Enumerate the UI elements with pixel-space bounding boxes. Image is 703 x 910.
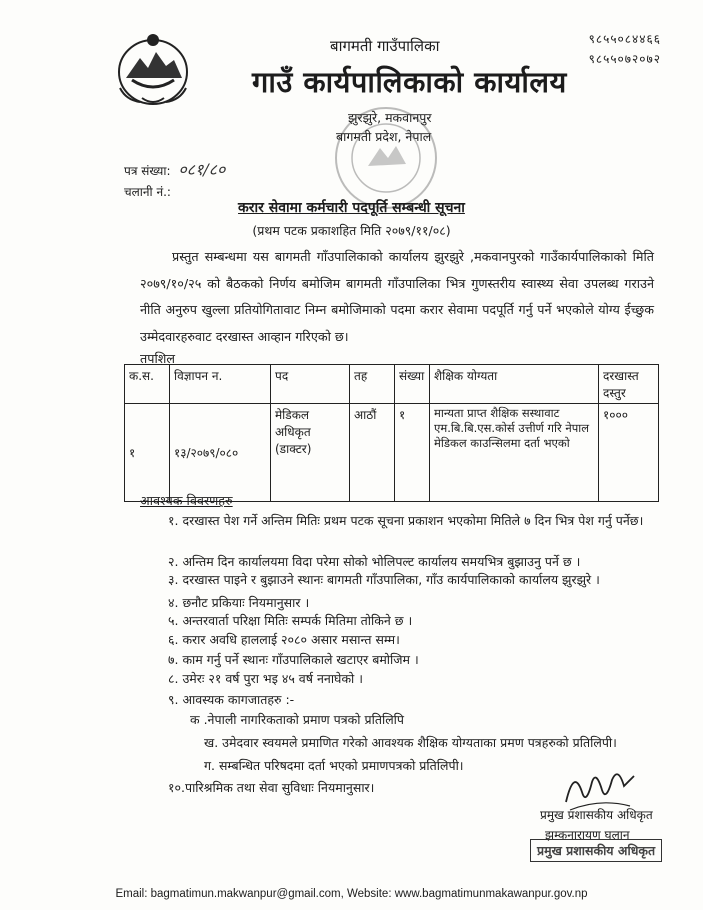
notice-body: प्रस्तुत सम्बन्धमा यस बागमती गाँउपालिकाको कार्यालय झुरझुरे ,मकवानपुरको गाउँकार्यपालिकाको मिति २०७९/१०/२५ को बैठकको निर्णय बमोजिम बागमती गाँउपालिका भित्र गुणस्तरीय स्वास्थ्य सेवा उपलब्ध गराउने नीति अनुरुप खुल्ला प्रतियोगितावाट निम्न बमोजिमाको पदमा करार सेवामा पदपूर्ति गर्नु पर्ने भएकोले योग्य ईच्छुक उम्मेदवारहरुवाट दरखास्त आव्हान गरिएको छ। bbox=[140, 249, 654, 344]
designation-stamp: प्रमुख प्रशासकीय अधिकृत bbox=[530, 839, 662, 862]
table-header-row bbox=[125, 365, 659, 404]
address-line1: झुरझुरे, मकवानपुर bbox=[348, 110, 432, 125]
cell-serial: १ bbox=[125, 404, 170, 502]
requirement-item: ४. छनौट प्रकियाः नियमानुसार । bbox=[168, 595, 310, 610]
requirement-item: ७. काम गर्नु पर्ने स्थानः गाँउपालिकाले खटाएर बमोजिम । bbox=[168, 652, 419, 667]
requirement-item: १. दरखास्त पेश गर्ने अन्तिम मितिः प्रथम पटक सूचना प्रकाशन भएकोमा मितिले ७ दिन भित्र पेश गर्नु पर्नेछ। bbox=[168, 513, 644, 528]
nepal-government-emblem bbox=[112, 28, 194, 108]
col-fee: दरखास्त दस्तुर bbox=[599, 365, 659, 404]
publication-date: (प्रथम पटक प्रकाशहित मिति २०७९/११/०८) bbox=[252, 223, 451, 238]
col-post: पद bbox=[271, 365, 350, 404]
requirement-item: ३. दरखास्त पाइने र बुझाउने स्थानः बागमती गाँउपालिका, गाँउ कार्यपालिकाको कार्यालय झुरझुरे । bbox=[168, 572, 600, 587]
document-subitem: ख. उमेदवार स्वयमले प्रमाणित गरेको आवश्यक शैक्षिक योग्यताका प्रमण पत्रहरुको प्रतिलिपी। bbox=[204, 735, 617, 750]
col-level: तह bbox=[350, 365, 395, 404]
reference-label: पत्र संख्या: bbox=[124, 164, 171, 178]
vacancy-table bbox=[124, 364, 659, 502]
requirement-item: १०.पारिश्रमिक तथा सेवा सुविधाः नियमानुसार। bbox=[168, 780, 375, 795]
document-subitem: क .नेपाली नागरिकताको प्रमाण पत्रको प्रतिलिपि bbox=[190, 712, 405, 727]
notice-subject: करार सेवामा कर्मचारी पदपूर्ति सम्बन्धी सूचना bbox=[238, 200, 465, 216]
cell-qualification: मान्यता प्राप्त शैक्षिक सस्थावाट एम.बि.बि.एस.कोर्स उत्तीर्ण गरि नेपाल मेडिकल काउन्सिलमा दर्ता भएको bbox=[430, 404, 599, 502]
table-label: तपशिल bbox=[140, 351, 175, 366]
document-subitem: ग. सम्बन्धित परिषदमा दर्ता भएको प्रमाणपत्रको प्रतिलिपी। bbox=[204, 758, 464, 773]
requirement-item: २. अन्तिम दिन कार्यालयमा विदा परेमा सोको भोलिपल्ट कार्यालय समयभित्र बुझाउनु पर्ने छ । bbox=[168, 554, 581, 569]
col-serial: क.स. bbox=[125, 365, 170, 404]
requirement-item: ८. उमेरः २१ वर्ष पुरा भइ ४५ वर्ष ननाघेको । bbox=[168, 671, 363, 686]
requirement-item: ६. करार अवधि हाललाई २०८० असार मसान्त सम्म। bbox=[168, 632, 400, 647]
municipality-name: बागमती गाउँपालिका bbox=[330, 37, 440, 55]
col-advertisement-no: विज्ञापन न. bbox=[170, 365, 271, 404]
reference-number bbox=[124, 158, 225, 180]
cell-post: मेडिकल अधिकृत (डाक्टर) bbox=[271, 404, 350, 502]
requirement-item: ९. आवस्यक कागजातहरु :- bbox=[168, 692, 295, 707]
requirement-item: ५. अन्तरवार्ता परिक्षा मितिः सम्पर्क मितिमा तोकिने छ । bbox=[168, 613, 413, 628]
cell-level: आठौं bbox=[350, 404, 395, 502]
footer-contact: Email: bagmatimun.makwanpur@gmail.com, Website: www.bagmatimunmakawanpur.gov.np bbox=[115, 888, 588, 900]
cell-advertisement-no: १३/२०७९/०८० bbox=[170, 404, 271, 502]
col-count: संख्या bbox=[395, 365, 430, 404]
signatory-title: प्रमुख प्रशासकीय अधिकृत bbox=[540, 808, 653, 822]
phone-number-2: ९८५५०७२०७२ bbox=[588, 52, 661, 66]
table-row bbox=[125, 404, 659, 502]
signatory-name: झम्कनारायण घलान bbox=[545, 828, 630, 842]
office-title: गाउँ कार्यपालिकाको कार्यालय bbox=[252, 65, 567, 99]
address-line2: बागमती प्रदेश, नेपाल bbox=[336, 129, 432, 144]
phone-number-1: ९८५५०८४४६६ bbox=[588, 32, 661, 46]
dispatch-number-label: चलानी नं.: bbox=[124, 185, 171, 199]
col-qualification: शैक्षिक योग्यता bbox=[430, 365, 599, 404]
cell-fee: १००० bbox=[599, 404, 659, 502]
reference-value: ०८१/८० bbox=[178, 160, 226, 179]
cell-count: १ bbox=[395, 404, 430, 502]
requirements-title: आवश्यक विवरणहरु bbox=[140, 493, 233, 508]
